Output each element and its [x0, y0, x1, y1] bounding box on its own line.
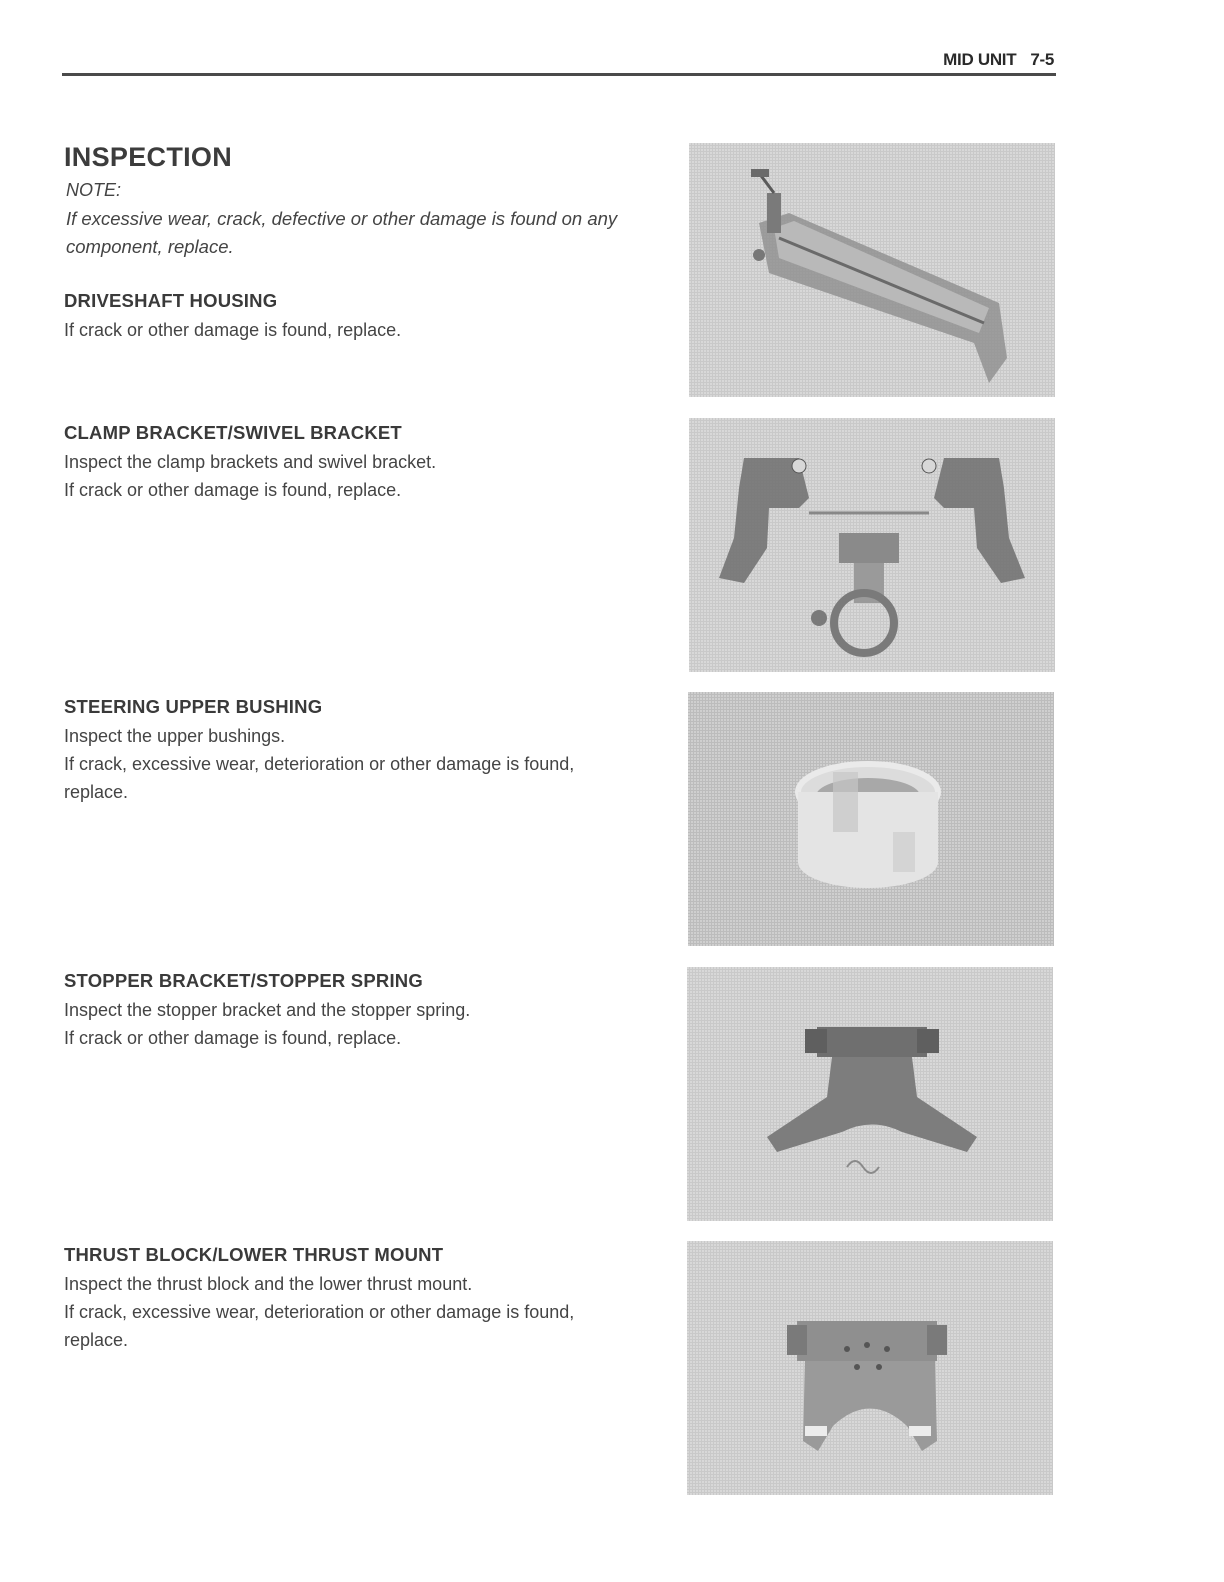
photo-stopper-bracket-spring [687, 967, 1053, 1221]
header-label [943, 50, 1054, 70]
clamp-bracket-illustration [689, 418, 1055, 672]
photo-driveshaft-housing [689, 143, 1055, 397]
note-label: NOTE: [66, 180, 122, 200]
driveshaft-housing-illustration [689, 143, 1055, 397]
thrust-block-illustration [687, 1241, 1053, 1495]
item-text: If crack, excessive wear, deterioration or other damage is found, [64, 1302, 575, 1322]
item-text: If crack or other damage is found, replace. [64, 320, 402, 340]
item-text: Inspect the thrust block and the lower thrust mount. [64, 1274, 473, 1294]
item-text: Inspect the stopper bracket and the stopper spring. [64, 1000, 471, 1020]
header-page-number: 7-5 [1030, 50, 1054, 69]
header-rule [62, 73, 1056, 76]
item-heading: DRIVESHAFT HOUSING [64, 290, 278, 311]
item-text: If crack, excessive wear, deterioration or other damage is found, [64, 754, 575, 774]
section-title: INSPECTION [64, 142, 233, 172]
item-text: Inspect the upper bushings. [64, 726, 286, 746]
stopper-bracket-illustration [687, 967, 1053, 1221]
photo-clamp-swivel-bracket [689, 418, 1055, 672]
item-steering-upper-bushing [64, 694, 664, 806]
note-text: If excessive wear, crack, defective or other damage is found on any component, replace. [66, 208, 618, 257]
item-text: replace. [64, 782, 129, 802]
photo-thrust-block-mount [687, 1241, 1053, 1495]
item-text: replace. [64, 1330, 129, 1350]
header-section: MID UNIT [943, 50, 1017, 69]
item-heading: STOPPER BRACKET/STOPPER SPRING [64, 970, 423, 991]
item-heading: THRUST BLOCK/LOWER THRUST MOUNT [64, 1244, 444, 1265]
page-header [62, 48, 1056, 78]
item-driveshaft-housing [64, 288, 664, 344]
photo-steering-upper-bushing [688, 692, 1054, 946]
upper-bushing-illustration [688, 692, 1054, 946]
item-text: Inspect the clamp brackets and swivel bracket. [64, 452, 437, 472]
item-thrust-block-mount [64, 1242, 664, 1354]
item-text: If crack or other damage is found, replace. [64, 1028, 402, 1048]
item-clamp-swivel-bracket [64, 420, 664, 504]
item-text: If crack or other damage is found, replace. [64, 480, 402, 500]
item-stopper-bracket-spring [64, 968, 664, 1052]
item-heading: STEERING UPPER BUSHING [64, 696, 323, 717]
item-heading: CLAMP BRACKET/SWIVEL BRACKET [64, 422, 402, 443]
